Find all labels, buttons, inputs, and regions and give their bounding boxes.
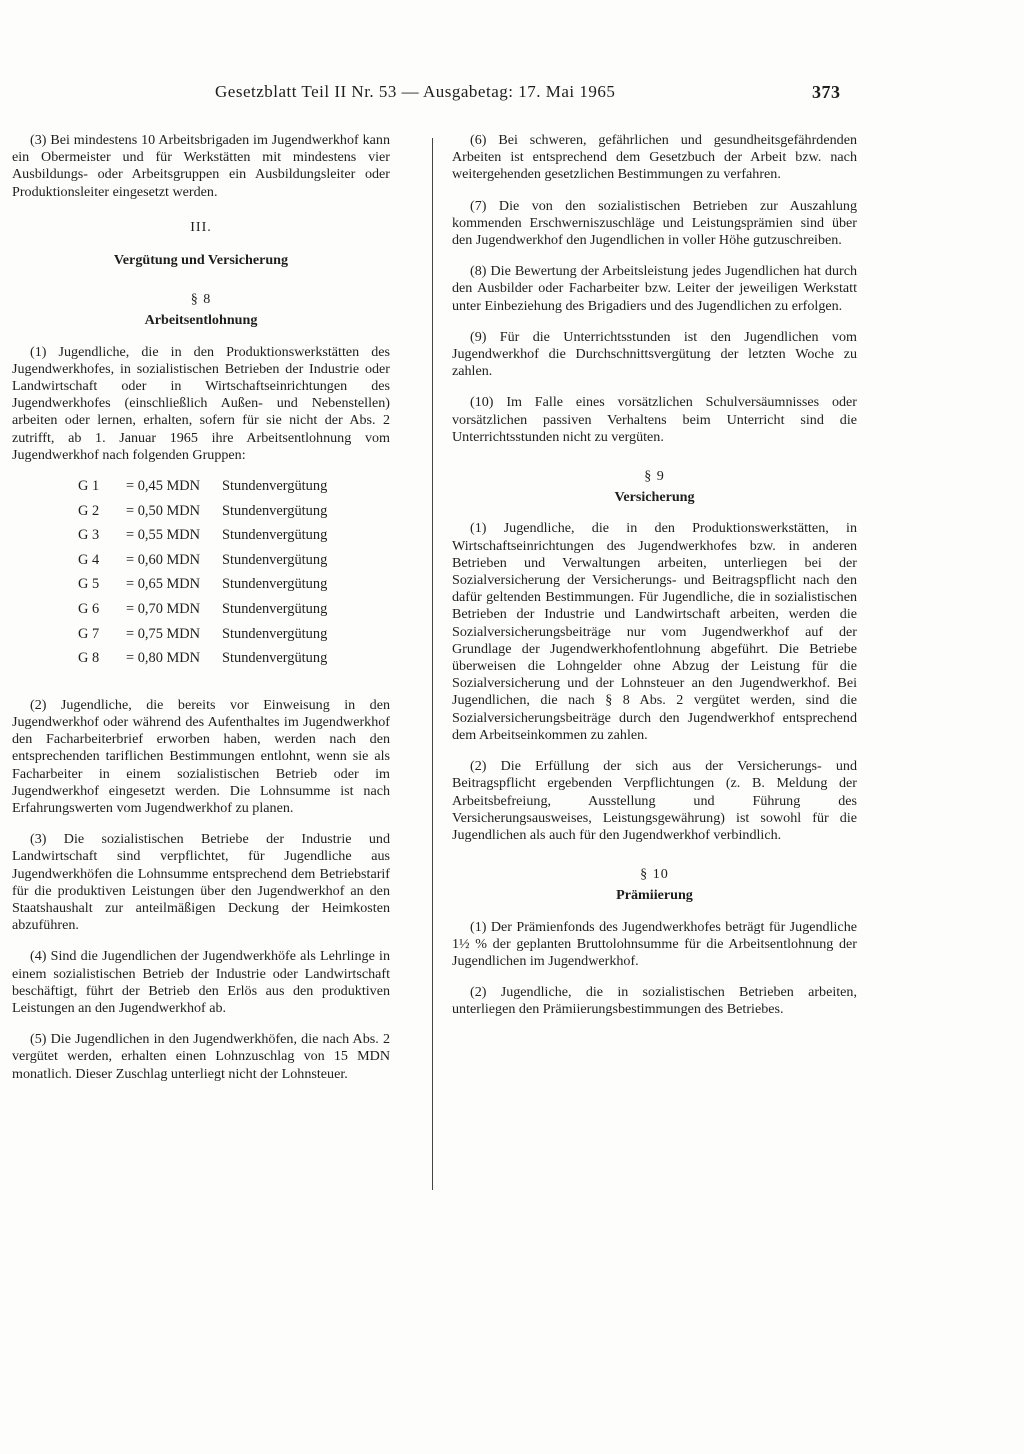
- paragraph-8-3: (3) Die sozialistischen Betriebe der Industrie und Landwirtschaft sind verpflichtet, für Jugendliche aus Jugendwerkhöfen die Lohnsumme entsprechend dem Betriebstarif für die produktiven Leistungen über den Jugendwerkhof an den Staatshaushalt zur anteilmäßigen Deckung der Heimkosten abzuführen.: [12, 831, 390, 934]
- paragraph-8-10: (10) Im Falle eines vorsätzlichen Schulversäumnisses oder vorsätzlichen passiven Verhaltens beim Unterricht sind die Unterrichtsstunden nicht zu vergüten.: [452, 394, 857, 445]
- paragraph-9-title: Versicherung: [614, 489, 695, 506]
- paragraph-9-number: § 9: [644, 468, 665, 485]
- wage-group-row: G 3 = 0,55 MDN Stundenvergütung: [78, 527, 328, 544]
- wage-group-row: G 2 = 0,50 MDN Stundenvergütung: [78, 502, 328, 519]
- wage-group-list: [78, 478, 390, 675]
- wage-group-row: G 6 = 0,70 MDN Stundenvergütung: [78, 601, 328, 618]
- paragraph-7-3: (3) Bei mindestens 10 Arbeitsbrigaden im Jugendwerkhof kann ein Obermeister und für Werkstätten mit mindestens vier Ausbildungs- oder Arbeitsgruppen ein Ausbildungsleiter oder Produktionsleiter eingesetzt werden.: [12, 132, 390, 200]
- paragraph-8-2: (2) Jugendliche, die bereits vor Einweisung in den Jugendwerkhof oder während des Aufenthaltes im Jugendwerkhof den Facharbeiterbrief erworben haben, werden nach den entsprechenden tariflichen Bestimmungen entlohnt, wenn sie als Facharbeiter in einem sozialistischen Betrieb oder im Jugendwerkhof eingesetzt werden. Die Lohnsumme ist nach Erfahrungswerten vom Jugendwerkhof zu planen.: [12, 696, 390, 817]
- paragraph-10-2: (2) Jugendliche, die in sozialistischen Betrieben arbeiten, unterliegen den Prämiierungsbestimmungen des Betriebes.: [452, 984, 857, 1018]
- section-title: Vergütung und Versicherung: [113, 252, 289, 269]
- paragraph-8-7: (7) Die von den sozialistischen Betrieben zur Auszahlung kommenden Erschwerniszuschläge und Leistungsprämien sind über den Jugendwerkhof den Jugendlichen in voller Höhe gutzuschreiben.: [452, 197, 857, 249]
- page-header: [0, 82, 1024, 106]
- wage-group-row: G 7 = 0,75 MDN Stundenvergütung: [78, 625, 328, 642]
- paragraph-10-number: § 10: [640, 866, 669, 883]
- right-column: [452, 132, 857, 1033]
- paragraph-8-number: § 8: [190, 291, 212, 308]
- paragraph-8-8: (8) Die Bewertung der Arbeitsleistung jedes Jugendlichen hat durch den Ausbilder oder Facharbeiter bzw. Leiter der jeweiligen Werkstatt unter Einbeziehung des Brigadiers und des Jugendlichen zu erfolgen.: [452, 263, 857, 314]
- section-number: III.: [190, 218, 212, 235]
- paragraph-8-6: (6) Bei schweren, gefährlichen und gesundheitsgefährdenden Arbeiten ist entsprechend dem Gesetzbuch der Arbeit bzw. nach weitergehenden gesetzlichen Bestimmungen zu verfahren.: [452, 132, 857, 183]
- column-divider: [432, 138, 433, 1190]
- left-column: [12, 132, 390, 1097]
- wage-group-row: G 5 = 0,65 MDN Stundenvergütung: [78, 576, 328, 593]
- page-number: 373: [812, 82, 841, 102]
- paragraph-8-5: (5) Die Jugendlichen in den Jugendwerkhöfen, die nach Abs. 2 vergütet werden, erhalten einen Lohnzuschlag von 15 MDN monatlich. Dieser Zuschlag unterliegt nicht der Lohnsteuer.: [12, 1031, 390, 1082]
- wage-group-row: G 4 = 0,60 MDN Stundenvergütung: [78, 551, 328, 568]
- paragraph-9-1: (1) Jugendliche, die in den Produktionswerkstätten, in Wirtschaftseinrichtungen des Jugendwerkhofes bzw. in anderen Betrieben und Verwaltungen arbeiten, unterliegen bei der Sozialversicherung der Versicherungs- und Beitragspflicht nach den dafür geltenden Bestimmungen. Für Jugendliche, die in sozialistischen Betrieben der Industrie und Landwirtschaft arbeiten, werden die Sozialversicherungsbeiträge nur vom Jugendwerkhof auf der Grundlage der Jugendwerkhofentlohnung abgeführt. Die Betriebe überweisen die Lohngelder ohne Abzug der Leistung für die Sozialversicherung und der Lohnsteuer an den Jugendwerkhof. Bei Jugendlichen, die nach § 8 Abs. 2 vergütet werden, sind die Sozialversicherungsbeiträge durch den Jugendwerkhof entsprechend dem Arbeitseinkommen zu zahlen.: [452, 520, 857, 743]
- paragraph-9-2: (2) Die Erfüllung der sich aus der Versicherungs- und Beitragspflicht ergebenden Verpflichtungen (z. B. Meldung der Arbeitsbefreiung, Ausstellung und Führung des Versicherungsausweises, Leistungsgewährung) ist sowohl für die Jugendlichen als auch für den Jugendwerkhof verbindlich.: [452, 758, 857, 843]
- paragraph-10-1: (1) Der Prämienfonds des Jugendwerkhofes beträgt für Jugendliche 1½ % der geplanten Bruttolohnsumme für die Arbeitsentlohnung der Jugendlichen im Jugendwerkhof.: [452, 918, 857, 969]
- journal-title: Gesetzblatt Teil II Nr. 53 — Ausgabetag: 17. Mai 1965: [215, 82, 616, 101]
- wage-group-row: G 8 = 0,80 MDN Stundenvergütung: [78, 650, 328, 667]
- paragraph-8-9: (9) Für die Unterrichtsstunden ist den Jugendlichen vom Jugendwerkhof die Durchschnittsvergütung der letzten Woche zu zahlen.: [452, 328, 857, 380]
- paragraph-8-4: (4) Sind die Jugendlichen der Jugendwerkhöfe als Lehrlinge in einem sozialistischen Betrieb der Industrie oder Landwirtschaft beschäftigt, führt der Betrieb den Erlös aus den produktiven Leistungen an den Jugendwerkhof ab.: [12, 948, 390, 1017]
- wage-group-row: G 1 = 0,45 MDN Stundenvergütung: [78, 478, 328, 495]
- paragraph-8-1: (1) Jugendliche, die in den Produktionswerkstätten des Jugendwerkhofes, in sozialistischen Betrieben der Industrie oder Landwirtschaft oder in Wirtschaftseinrichtungen des Jugendwerkhofes (einschließlich Außen- und Nebenstellen) arbeiten oder lernen, erhalten, sofern für sie nicht der Abs. 2 zutrifft, ab 1. Januar 1965 ihre Arbeitsentlohnung vom Jugendwerkhof nach folgenden Gruppen:: [12, 343, 390, 463]
- paragraph-10-title: Prämiierung: [616, 887, 693, 904]
- paragraph-8-title: Arbeitsentlohnung: [144, 312, 258, 329]
